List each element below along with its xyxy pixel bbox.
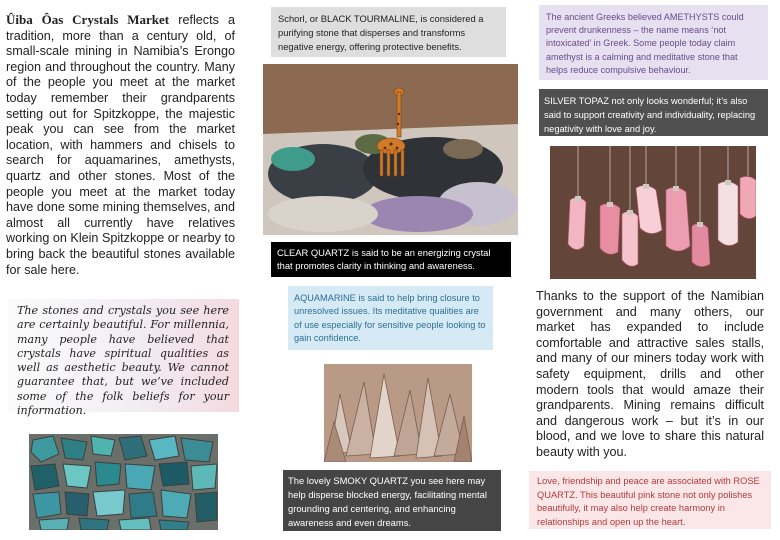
schorl-caption bbox=[271, 7, 506, 57]
silver-topaz-post: not only looks wonderful; it’s also said to support creativity and individuality, replacing negativity with love and joy. bbox=[544, 96, 756, 134]
schorl-pre: Schorl, or bbox=[278, 13, 321, 24]
smoky-quartz-pre: The lovely bbox=[288, 475, 334, 486]
folk-beliefs-quote: The stones and crystals you see here are certainly beautiful. For millennia, many people have believed that crystals have spiritual qualities as well as aesthetic beauty. We cannot guarantee that, but we’ve included some of the folk beliefs for your information. bbox=[8, 299, 239, 412]
turquoise-stones-photo bbox=[29, 434, 218, 530]
rose-quartz-caption bbox=[529, 471, 771, 529]
aquamarine-caption bbox=[288, 286, 493, 350]
stone-name-amethyst: AMETHYSTS bbox=[663, 12, 720, 22]
clear-quartz-caption bbox=[271, 242, 511, 277]
amethyst-caption bbox=[539, 5, 768, 80]
rose-quartz-post: . This beautiful pink stone not only polishes beautifully, it may also help create harmony in relationships and open up the heart. bbox=[537, 489, 753, 527]
schorl-post: , is considered a purifying stone that disperses and transforms negative energy, offering protective benefits. bbox=[278, 13, 484, 52]
intro-body: reflects a tradition, more than a century old, of small-scale mining in Namibia’s Erongo region and throughout the country. Many of the people you meet at the market today remember their grandparents setting out for Spitzkoppe, the majestic peak you can see from the market location, with hammers and chisels to search for aquamarines, amethysts, quartz and other stones. Most of the people you meet at the market today have done some mining themselves, and almost all currently have relatives working on Klein Spitzkoppe or nearby to bring back the beautiful stones available for sale here. bbox=[6, 13, 235, 277]
market-stall-photo bbox=[263, 64, 518, 235]
stone-name-black-tourmaline: BLACK TOURMALINE bbox=[320, 13, 416, 24]
aquamarine-post: is said to help bring closure to unresolved issues. Its meditative qualities are of use especially for sensitive people looking to gain confidence. bbox=[294, 293, 486, 344]
stone-name-aquamarine: AQUAMARINE bbox=[294, 293, 356, 303]
silver-topaz-caption bbox=[539, 89, 768, 136]
amethyst-pre: The ancient Greeks believed bbox=[546, 12, 664, 22]
stone-name-silver-topaz: SILVER TOPAZ bbox=[544, 96, 609, 106]
support-paragraph: Thanks to the support of the Namibian government and many others, our market has expanded to include comfortable and attractive sales stalls, and many of our miners today work with safety equipment, drills and other modern tools that would amaze their grandparents. Mining remains difficult and dangerous work – but it’s in our blood, and we love to share this natural beauty with you. bbox=[536, 289, 764, 459]
rose-quartz-pendants-photo bbox=[550, 146, 756, 279]
stone-name-smoky-quartz: SMOKY QUARTZ bbox=[333, 475, 409, 486]
smoky-quartz-caption bbox=[283, 470, 501, 531]
stone-name-clear-quartz: CLEAR QUARTZ bbox=[277, 247, 350, 258]
smoky-quartz-post: you see here may help disperse blocked energy, facilitating mental grounding and centering, and enhancing awareness and even dreams. bbox=[288, 475, 487, 528]
smoky-quartz-photo bbox=[324, 364, 472, 462]
stone-name-rose-quartz: ROSE QUARTZ bbox=[537, 476, 760, 500]
clear-quartz-post: is said to be an energizing crystal that promotes clarity in thinking and awareness. bbox=[277, 247, 491, 271]
amethyst-post: could prevent drunkenness – the name means ‘not intoxicated’ in Greek. Some people today claim amethyst is a calming and meditative stone that helps reduce compulsive behaviour. bbox=[546, 12, 744, 75]
rose-quartz-pre: Love, friendship and peace are associated with bbox=[537, 476, 734, 486]
market-name: Ûiba Ôas Crystals Market bbox=[6, 12, 170, 27]
intro-paragraph bbox=[6, 12, 235, 278]
